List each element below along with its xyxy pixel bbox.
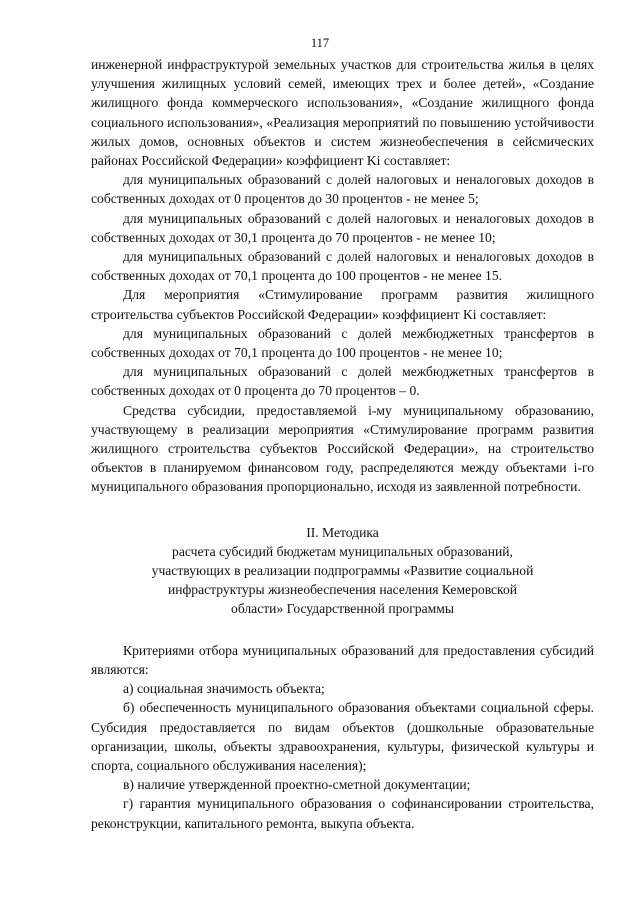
spacer xyxy=(91,619,594,641)
criteria-item-a: а) социальная значимость объекта; xyxy=(123,681,325,697)
paragraph-stimulation-coefficient: Для мероприятия «Стимулирование программ развития жилищного строительства субъектов Российской Федерации» коэффициент Ki составляет: xyxy=(91,287,594,322)
section-number-title: II. Методика xyxy=(306,524,379,540)
section-subtitle-line: области» Государственной программы xyxy=(231,601,454,617)
section-subtitle-line: расчета субсидий бюджетам муниципальных образований, xyxy=(172,543,513,559)
paragraph-subsidy-distribution: Средства субсидии, предоставляемой i-му муниципальному образованию, участвующему в реализации мероприятия «Стимулирование программ развития жилищного строительства субъектов Российской Федерации», на строительство объектов в планируемом финансовом году, распределяются между объектами i-го муниципального образования пропорционально, исходя из заявленной потребности. xyxy=(91,402,594,495)
paragraph-transfers-70-100: для муниципальных образований с долей межбюджетных трансфертов в собственных доходах от 70,1 процента до 100 процентов - не менее 10; xyxy=(91,325,594,361)
paragraph-tax-share-0-30: для муниципальных образований с долей налоговых и неналоговых доходов в собственных доходах от 0 процентов до 30 процентов - не менее 5; xyxy=(91,172,594,207)
paragraph-criteria-intro: Критериями отбора муниципальных образований для предоставления субсидий являются: xyxy=(91,642,594,677)
criteria-item-b: б) обеспеченность муниципального образования объектами социальной сферы. Субсидия предоставляется по видам объектов (дошкольные образовательные организации, школы, объекты здравоохранения, культуры, физической культуры и спорта, социального обслуживания населения); xyxy=(91,700,594,773)
paragraph-coefficient-intro: инженерной инфраструктурой земельных участков для строительства жилья в целях улучшения жилищных условий семей, имеющих трех и более детей», «Создание жилищного фонда коммерческого использования», «Создание жилищного фонда социального использования», «Реализация мероприятий по повышению устойчивости жилых домов, основных объектов и систем жизнеобеспечения в сейсмических районах Российской Федерации» коэффициент Ki составляет: xyxy=(91,57,594,169)
section-heading xyxy=(91,523,594,619)
section-subtitle-line: участвующих в реализации подпрограммы «Развитие социальной xyxy=(151,563,534,579)
criteria-item-v: в) наличие утвержденной проектно-сметной документации; xyxy=(123,777,471,793)
section-subtitle-line: инфраструктуры жизнеобеспечения населения Кемеровской xyxy=(167,582,518,598)
criteria-item-g: г) гарантия муниципального образования о софинансировании строительства, реконструкции, капитального ремонта, выкупа объекта. xyxy=(91,796,594,831)
paragraph-tax-share-30-70: для муниципальных образований с долей налоговых и неналоговых доходов в собственных доходах от 30,1 процента до 70 процентов - не менее 10; xyxy=(91,210,594,245)
page-number: 117 xyxy=(310,36,330,50)
paragraph-tax-share-70-100: для муниципальных образований с долей налоговых и неналоговых доходов в собственных доходах от 70,1 процента до 100 процентов - не менее 15. xyxy=(91,249,594,284)
document-body xyxy=(91,55,594,833)
paragraph-transfers-0-70: для муниципальных образований с долей межбюджетных трансфертов в собственных доходах от 0 процента до 70 процентов – 0. xyxy=(91,364,594,399)
